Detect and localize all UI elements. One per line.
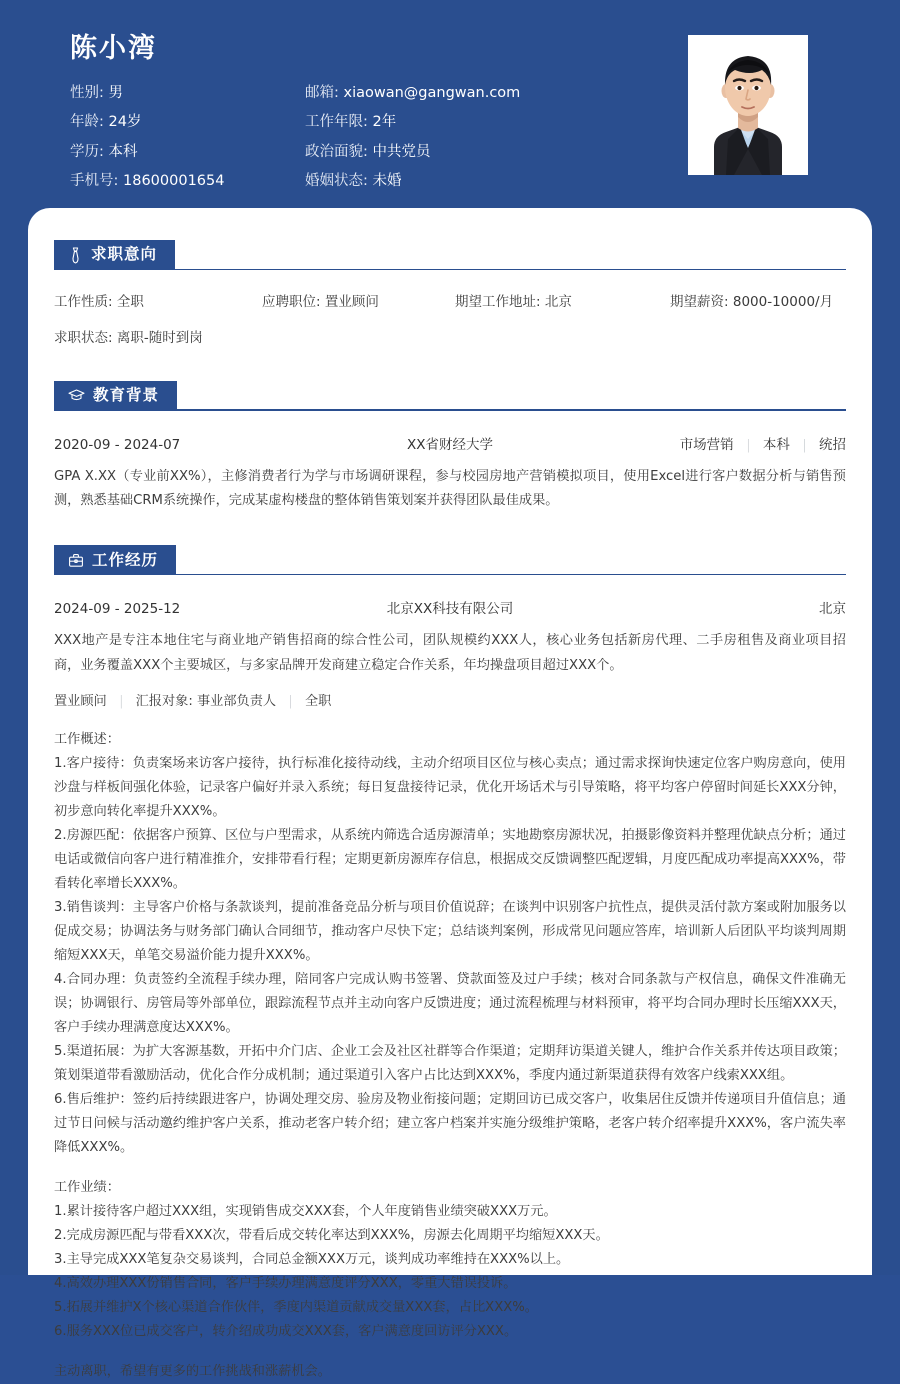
section-work-experience (54, 545, 846, 1384)
work-achievement-item: 4.高效办理XXX份销售合同，客户手续办理满意度评分XXX，零重大错误投诉。 (54, 1276, 517, 1292)
field-phone (70, 170, 305, 192)
work-achievement-item: 5.拓展并维护X个核心渠道合作伙伴，季度内渠道贡献成交量XXX套，占比XXX%。 (54, 1300, 538, 1316)
work-achievement-item: 3.主导完成XXX笔复杂交易谈判，合同总金额XXX万元，谈判成功率维持在XXX%以上。 (54, 1252, 570, 1268)
work-achievement-item: 1.累计接待客户超过XXX组，实现销售成交XXX套，个人年度销售业绩突破XXX万元。 (54, 1204, 557, 1220)
work-achievement-title: 工作业绩： (54, 1180, 120, 1196)
field-political-status (305, 141, 625, 163)
field-education-value: 本科 (108, 143, 138, 160)
intent-salary-label: 期望薪资: (670, 294, 729, 310)
work-achievement-item: 2.完成房源匹配与带看XXX次，带看后成交转化率达到XXX%，房源去化周期平均缩短XXX天。 (54, 1228, 609, 1244)
graduation-cap-icon (68, 388, 85, 403)
education-date: 2020-09 - 2024-07 (54, 436, 181, 453)
field-email-label: 邮箱: (305, 84, 339, 101)
field-gender-label: 性别: (70, 84, 104, 101)
intent-job-nature-value: 全职 (116, 294, 144, 310)
resume-header (0, 0, 900, 208)
field-political-status-label: 政治面貌: (305, 143, 368, 160)
job-intent-grid (54, 292, 846, 349)
intent-position-label: 应聘职位: (262, 294, 321, 310)
section-title-job-intent: 求职意向 (91, 245, 158, 264)
necktie-icon (68, 247, 83, 264)
briefcase-icon (68, 553, 84, 568)
tag-separator: | (288, 694, 293, 710)
work-date: 2024-09 - 2025-12 (54, 601, 181, 618)
intent-status-value: 离职-随时到岗 (116, 330, 203, 347)
intent-location-label: 期望工作地址: (455, 294, 541, 310)
field-phone-value: 18600001654 (123, 173, 225, 190)
field-phone-label: 手机号: (70, 173, 119, 190)
section-header-work (54, 545, 846, 575)
work-achievement-item: 6.服务XXX位已成交客户，转介绍成功成交XXX套，客户满意度回访评分XXX。 (54, 1324, 518, 1340)
section-tab-job-intent (54, 240, 175, 270)
field-age (70, 111, 305, 133)
intent-job-nature (54, 292, 262, 312)
field-age-label: 年龄: (70, 114, 104, 131)
tag-separator: | (745, 436, 751, 453)
intent-location-value: 北京 (544, 294, 572, 310)
work-employment-type: 全职 (304, 694, 332, 710)
field-marital-status-value: 未婚 (372, 173, 402, 190)
work-overview-item: 6.售后维护：签约后持续跟进客户，协调处理交房、验房及物业衔接问题；定期回访已成交客户，收集居住反馈并传递项目升值信息；通过节日问候与活动邀约维护客户关系，推动老客户转介绍；建立客户档案并实施分级维护策略，老客户转介绍率提升XXX%，客户流失率降低XXX%。 (54, 1092, 846, 1156)
work-overview-block (54, 728, 846, 1160)
intent-status (54, 328, 262, 348)
candidate-name: 陈小湾 (70, 33, 157, 64)
work-overview-title: 工作概述： (54, 731, 120, 747)
section-job-intent (54, 240, 846, 349)
field-gender (70, 82, 305, 104)
section-title-work: 工作经历 (92, 550, 159, 569)
field-age-value: 24岁 (108, 114, 142, 131)
job-intent-row (54, 292, 846, 312)
work-role-tags (54, 690, 846, 714)
section-education (54, 381, 846, 514)
field-email-value: xiaowan@gangwan.com (343, 84, 521, 101)
section-tab-education (54, 381, 177, 411)
work-overview-item: 5.渠道拓展：为扩大客源基数，开拓中介门店、企业工会及社区社群等合作渠道；定期拜访渠道关键人，维护合作关系并传达项目政策；策划渠道带看激励活动，优化合作分成机制；通过渠道引入客户占比达到XXX%，季度内通过新渠道获得有效客户线索XXX组。 (54, 1044, 846, 1084)
field-work-years-value: 2年 (372, 114, 397, 131)
work-overview-item: 3.销售谈判：主导客户价格与条款谈判，提前准备竞品分析与项目价值说辞；在谈判中识别客户抗性点，提供灵活付款方案或附加服务以促成交易；协调法务与财务部门确认合同细节，推动客户尽快下定；总结谈判案例，形成常见问题应答库，培训新人后团队平均谈判周期缩短XXX天，单笔交易溢价能力提升XXX%。 (54, 900, 846, 964)
resume-content-panel (28, 208, 872, 1380)
section-header-job-intent (54, 240, 846, 270)
tag-separator: | (118, 694, 124, 710)
tag-separator: | (802, 436, 807, 453)
education-tag-admission: 统招 (819, 436, 846, 453)
education-description: GPA X.XX（专业前XX%），主修消费者行为学与市场调研课程，参与校园房地产营销模拟项目，使用Excel进行客户数据分析与销售预测，熟悉基础CRM系统操作，完成某虚构楼盘的整体销售策划案并获得团队最佳成果。 (54, 468, 846, 508)
field-work-years (305, 111, 625, 133)
section-title-education: 教育背景 (93, 385, 160, 404)
section-header-education (54, 381, 846, 411)
education-school: XX省财经大学 (407, 436, 493, 453)
work-role-title: 置业顾问 (54, 694, 107, 710)
education-tag-major: 市场营销 (679, 436, 734, 453)
photo-illustration (688, 35, 808, 175)
field-education (70, 141, 305, 163)
intent-position-value: 置业顾问 (324, 294, 379, 310)
work-company: 北京XX科技有限公司 (386, 601, 514, 618)
header-info-grid (70, 82, 630, 193)
job-intent-row (54, 328, 846, 348)
intent-position (262, 292, 455, 312)
education-tags (561, 433, 846, 453)
education-tag-degree: 本科 (762, 436, 790, 453)
header-info-row (70, 82, 630, 104)
field-marital-status-label: 婚姻状态: (305, 173, 368, 190)
field-political-status-value: 中共党员 (372, 143, 431, 160)
field-marital-status (305, 170, 625, 192)
header-info-row (70, 141, 630, 163)
work-entry-head (54, 597, 846, 617)
work-closing-note: 主动离职，希望有更多的工作挑战和涨薪机会。 (54, 1364, 331, 1380)
section-tab-work (54, 545, 176, 575)
header-info-row (70, 170, 630, 192)
field-email (305, 82, 625, 104)
work-location: 北京 (819, 601, 846, 618)
candidate-photo (688, 35, 808, 175)
intent-job-nature-label: 工作性质: (54, 294, 113, 310)
work-report-to: 汇报对象: 事业部负责人 (135, 694, 277, 710)
intent-location (455, 292, 670, 312)
work-company-description: XXX地产是专注本地住宅与商业地产销售招商的综合性公司，团队规模约XXX人，核心业务包括新房代理、二手房租售及商业项目招商，业务覆盖XXX个主要城区，与多家品牌开发商建立稳定合作关系，年均操盘项目超过XXX个。 (54, 633, 846, 673)
header-info-row (70, 111, 630, 133)
field-work-years-label: 工作年限: (305, 114, 368, 131)
work-overview-item: 1.客户接待：负责案场来访客户接待，执行标准化接待动线，主动介绍项目区位与核心卖点；通过需求探询快速定位客户购房意向，使用沙盘与样板间强化体验，记录客户偏好并录入系统；每日复盘接待记录，优化开场话术与引导策略，将平均客户停留时间延长XXX分钟，初步意向转化率提升XXX%。 (54, 755, 846, 819)
intent-salary-value: 8000-10000/月 (732, 294, 834, 310)
intent-salary (670, 292, 833, 312)
field-education-label: 学历: (70, 143, 104, 160)
education-entry-head (54, 433, 846, 453)
work-overview-item: 2.房源匹配：依据客户预算、区位与户型需求，从系统内筛选合适房源清单；实地勘察房源状况，拍摄影像资料并整理优缺点分析；通过电话或微信向客户进行精准推介，安排带看行程；定期更新房源库存信息，根据成交反馈调整匹配逻辑，月度匹配成功率提高XXX%，带看转化率增长XXX%。 (54, 828, 846, 892)
work-achievement-block (54, 1176, 846, 1344)
intent-status-label: 求职状态: (54, 330, 113, 347)
work-overview-item: 4.合同办理：负责签约全流程手续办理，陪同客户完成认购书签署、贷款面签及过户手续；核对合同条款与产权信息，确保文件准确无误；协调银行、房管局等外部单位，跟踪流程节点并主动向客户反馈进度；通过流程梳理与材料预审，将平均合同办理时长压缩XXX天，客户手续办理满意度达XXX%。 (54, 972, 846, 1036)
field-gender-value: 男 (108, 84, 123, 101)
